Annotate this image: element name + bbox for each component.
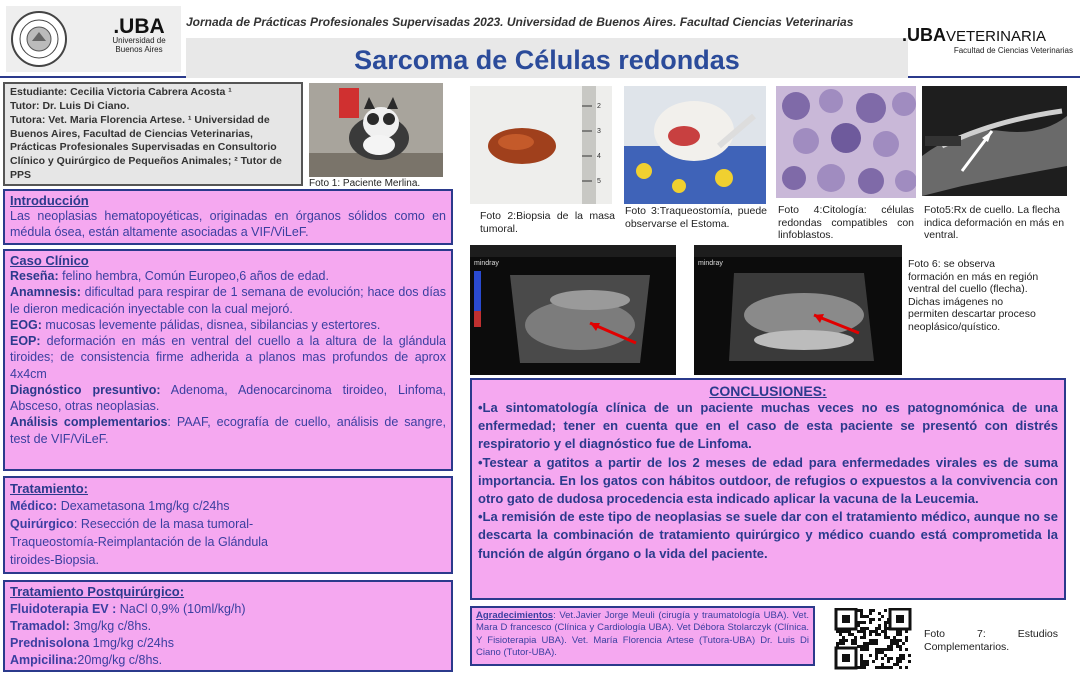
agradecimientos-text: : Vet.Javier Jorge Meuli (cirugía y traumatología UBA). Vet. Mara D francesco (Clínica y Cardiología UBA). Vet Débora Stolarczyk (Clínica. Y Fisioterapia UBA). Vet. María Florencia Artese (Tutora-UBA) Dr. Luis Di Ciano (Tutor-UBA). bbox=[476, 610, 809, 659]
photo-ultrasound-1 bbox=[470, 245, 676, 375]
uba-logo-text: .UBA bbox=[113, 15, 165, 38]
tratamiento-medico bbox=[10, 498, 446, 516]
intro-heading: Introducción bbox=[10, 193, 89, 208]
foto6-caption: Foto 6: se observa formación en más en región ventral del cuello (flecha). Dichas imágenes no permiten descartar proceso neoplásico/quístico. bbox=[908, 258, 1039, 333]
caso-item bbox=[10, 268, 446, 284]
agradecimientos-box bbox=[470, 606, 815, 666]
caso-item-label: EOG: bbox=[10, 317, 42, 332]
authors-box bbox=[3, 82, 303, 186]
caso-items bbox=[10, 268, 446, 447]
caso-heading: Caso Clínico bbox=[10, 253, 89, 268]
university-seal-logo bbox=[10, 10, 68, 68]
agradecimientos-label: Agradecimientos bbox=[476, 610, 554, 621]
postq-item bbox=[10, 635, 446, 652]
uba-logo-sub1: Universidad de bbox=[112, 36, 166, 45]
qr-code[interactable] bbox=[834, 608, 912, 670]
foto2-caption: Foto 2:Biopsia de la masa tumoral. bbox=[480, 210, 615, 235]
ruler-label-4: 4 bbox=[597, 153, 601, 160]
postq-box bbox=[3, 580, 453, 672]
conclusion-item: •La remisión de este tipo de neoplasias se suele dar con el tratamiento médico, aunque no se descarta la combinación de tratamiento quirúrgico y médico cuando está comprometida la función de algún órgano o la vida del paciente. bbox=[478, 509, 1058, 561]
conclusiones-box bbox=[470, 378, 1066, 600]
caso-item-label: EOP: bbox=[10, 334, 41, 348]
header-subtitle: Jornada de Prácticas Profesionales Supervisadas 2023. Universidad de Buenos Aires. Facultad Ciencias Veterinarias bbox=[186, 15, 854, 29]
tratamiento-quirurgico bbox=[10, 516, 300, 569]
tutora-affiliation: Tutora: Vet. Maria Florencia Artese. ¹ Universidad de Buenos Aires, Facultad de Ciencias Veterinarias, Prácticas Profesionales Supervisadas en Consultorio Clínico y Quirúrgico de Pequeños Animales; ² Tutor de PPS bbox=[10, 113, 282, 182]
foto3-caption: Foto 3:Traqueostomía, puede observarse el Estoma. bbox=[625, 205, 767, 230]
ruler-label-2: 2 bbox=[597, 103, 601, 110]
photo-cytology bbox=[776, 86, 916, 198]
caso-item-text: felino hembra, Común Europeo,6 años de edad. bbox=[58, 269, 329, 283]
vet-logo-sub: Facultad de Ciencias Veterinarias bbox=[953, 46, 1073, 55]
caso-item bbox=[10, 284, 446, 317]
postq-item bbox=[10, 618, 446, 635]
us1-brand-label: mindray bbox=[474, 260, 499, 267]
medico-text: Dexametasona 1mg/kg c/24hs bbox=[57, 499, 230, 514]
photo-ultrasound-2 bbox=[694, 245, 902, 375]
postq-item-text: 1mg/kg c/24hs bbox=[89, 635, 174, 650]
caso-box bbox=[3, 249, 453, 471]
postq-heading: Tratamiento Postquirúrgico: bbox=[10, 584, 185, 599]
caso-item-label: Diagnóstico presuntivo: bbox=[10, 382, 161, 397]
conclusiones-items bbox=[478, 399, 1058, 563]
conclusion-item: •Testear a gatitos a partir de los 2 meses de edad para enfermedades virales es de suma importancia. En los gatos con hábitos outdoor, de refugios o expuestos a la convivencia con otro gato de dudosa procedencia esta indicado aplicar la vacuna de la Leucemia. bbox=[478, 454, 1058, 506]
caso-item bbox=[10, 382, 446, 415]
postq-item-label: Tramadol: bbox=[10, 618, 70, 633]
quir-text: : Resección de la masa tumoral-Traqueostomía-Reimplantación de la Glándula tiroides-Biopsia. bbox=[10, 517, 269, 567]
quir-label: Quirúrgico bbox=[10, 517, 74, 532]
medico-label: Médico: bbox=[10, 499, 58, 514]
ruler-label-3: 3 bbox=[597, 128, 601, 135]
caso-item bbox=[10, 317, 446, 333]
caso-item-text: Adenoma, Adenocarcinoma tiroideo, Linfoma, Absceso, otras neoplasias. bbox=[10, 382, 446, 413]
caso-item-text: dificultad para respirar de 1 semana de evolución; hace dos días le dieron medicación inyectable con la cual mejoró. bbox=[10, 285, 446, 316]
postq-item-text: 20mg/kg c/8hs. bbox=[77, 652, 163, 667]
postq-item-label: Ampicilina: bbox=[10, 652, 78, 667]
foto7-caption: Foto 7: Estudios Complementarios. bbox=[924, 628, 1058, 653]
tratamiento-heading: Tratamiento: bbox=[10, 481, 89, 496]
intro-box bbox=[3, 189, 453, 245]
photo-xray bbox=[922, 86, 1067, 196]
caso-item-label: Anamnesis: bbox=[10, 285, 81, 300]
tratamiento-box bbox=[3, 476, 453, 574]
caso-item-label: Análisis complementarios bbox=[10, 415, 168, 430]
ruler-label-5: 5 bbox=[597, 178, 601, 185]
student-name: Estudiante: Cecilia Victoria Cabrera Acosta ¹ bbox=[10, 86, 232, 98]
page-title: Sarcoma de Células redondas bbox=[354, 45, 740, 75]
vet-logo bbox=[902, 26, 1077, 55]
us2-brand-label: mindray bbox=[698, 260, 723, 267]
caso-item-text: mucosas levemente pálidas, disnea, sibilancias y estertores. bbox=[41, 317, 381, 332]
vet-logo-word: VETERINARIA bbox=[946, 28, 1047, 45]
postq-item bbox=[10, 601, 446, 618]
foto1-caption: Foto 1: Paciente Merlina. bbox=[309, 178, 421, 189]
caso-item-label: Reseña: bbox=[10, 269, 59, 283]
postq-items bbox=[10, 601, 446, 669]
postq-item-label: Fluidoterapia EV : bbox=[10, 601, 117, 616]
photo-biopsy bbox=[470, 86, 612, 204]
conclusiones-heading: CONCLUSIONES: bbox=[709, 383, 827, 399]
caso-item-text: : PAAF, ecografía de cuello, análisis de sangre, test de VIF/ViLeF. bbox=[10, 415, 446, 446]
postq-item bbox=[10, 652, 446, 669]
postq-item-label: Prednisolona bbox=[10, 635, 90, 650]
tutor-name: Tutor: Dr. Luis Di Ciano. bbox=[10, 99, 130, 112]
intro-text: Las neoplasias hematopoyéticas, originadas en órganos sólidos como en médula ósea, están altamente asociadas a VIF/ViLeF. bbox=[10, 209, 446, 240]
postq-item-text: NaCl 0,9% (10ml/kg/h) bbox=[116, 601, 246, 616]
uba-logo bbox=[100, 16, 178, 55]
vet-logo-uba: .UBA bbox=[902, 25, 946, 45]
photo-cat-patient bbox=[309, 83, 443, 177]
caso-item bbox=[10, 333, 446, 382]
uba-logo-sub2: Buenos Aires bbox=[115, 44, 163, 54]
caso-item bbox=[10, 414, 446, 447]
foto5-caption: Foto5:Rx de cuello. La flecha indica deformación en más en ventral. bbox=[924, 204, 1065, 242]
caso-item-text: deformación en más en ventral del cuello a la altura de la glándula tiroides; de consistencia firme adherida a planos mas profundos de aprox 4x4cm bbox=[10, 334, 446, 381]
photo-tracheostomy bbox=[624, 86, 766, 204]
conclusion-item: •La sintomatología clínica de un paciente muchas veces no es patognomónica de una enfermedad; tener en cuenta que en el caso de esta paciente se presentó con distrés respiratorio y el diagnóstico fue de Linfoma. bbox=[478, 400, 1058, 452]
postq-item-text: 3mg/kg c/8hs. bbox=[69, 618, 152, 633]
foto4-caption: Foto 4:Citología: células redondas compatibles con linfoblastos. bbox=[778, 204, 914, 242]
